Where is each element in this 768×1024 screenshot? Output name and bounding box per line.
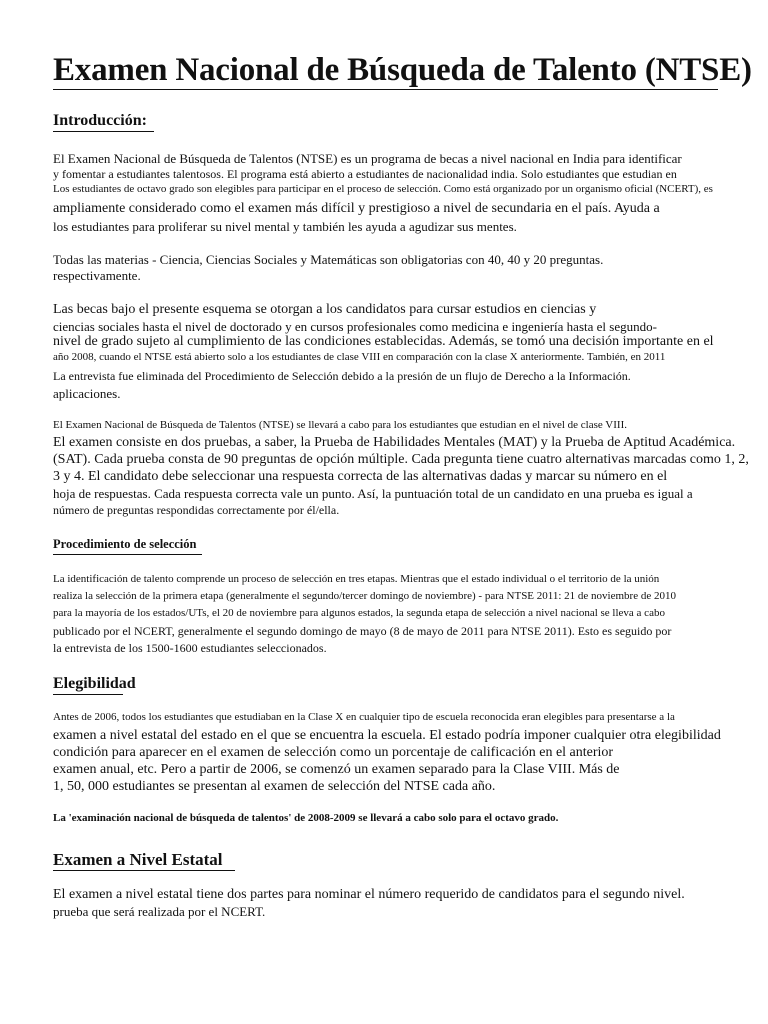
estatal-heading-text: Examen a Nivel Estatal (53, 850, 223, 869)
elegibilidad-heading-underline (53, 694, 123, 695)
examen-line-2: El examen consiste en dos pruebas, a saber, la Prueba de Habilidades Mentales (MAT) y la Prueba de Aptitud Académica. (53, 435, 736, 450)
elegibilidad-line-4: examen anual, etc. Pero a partir de 2006, se comenzó un examen separado para la Clase VIII. Más de (53, 762, 620, 777)
procedimiento-line-3: para la mayoría de los estados/UTs, el 20 de noviembre para algunos estados, la segunda etapa de selección a nivel nacional se lleva a cabo (53, 607, 665, 619)
elegibilidad-line-2: examen a nivel estatal del estado en el que se encuentra la escuela. El estado podría imponer cualquier otra elegibilidad (53, 728, 721, 743)
procedimiento-line-2: realiza la selección de la primera etapa (generalmente el segundo/tercer domingo de noviembre) - para NTSE 2011: 21 de noviembre de 2010 (53, 590, 676, 602)
intro-line-1: El Examen Nacional de Búsqueda de Talentos (NTSE) es un programa de becas a nivel nacional en India para identificar (53, 151, 682, 166)
nota-octavo-grado: La 'examinación nacional de búsqueda de talentos' de 2008-2009 se llevará a cabo solo para el octavo grado. (53, 812, 559, 824)
becas-line-6: aplicaciones. (53, 386, 121, 401)
intro-heading-text: Introducción: (53, 112, 147, 129)
materias-line-1: Todas las materias - Ciencia, Ciencias Sociales y Matemáticas son obligatorias con 40, 40 y 20 preguntas. (53, 252, 604, 267)
examen-line-3: (SAT). Cada prueba consta de 90 preguntas de opción múltiple. Cada pregunta tiene cuatro alternativas marcadas como 1, 2, (53, 452, 749, 467)
intro-line-2: y fomentar a estudiantes talentosos. El programa está abierto a estudiantes de nacionalidad india. Solo estudiantes que estudian en (53, 167, 677, 181)
elegibilidad-heading (53, 675, 136, 693)
estatal-heading-underline (53, 870, 235, 871)
estatal-line-2: prueba que será realizada por el NCERT. (53, 904, 266, 919)
intro-heading (53, 112, 147, 130)
materias-line-2: respectivamente. (53, 268, 141, 283)
procedimiento-line-4: publicado por el NCERT, generalmente el segundo domingo de mayo (8 de mayo de 2011 para NTSE 2011). Esto es seguido por (53, 624, 672, 638)
elegibilidad-heading-text: Elegibilidad (53, 675, 136, 692)
becas-line-4: año 2008, cuando el NTSE está abierto solo a los estudiantes de clase VIII en comparación con la clase X anteriormente. También, en 2011 (53, 351, 666, 363)
procedimiento-heading-underline (53, 554, 202, 555)
intro-heading-underline (53, 131, 154, 132)
examen-line-5: hoja de respuestas. Cada respuesta correcta vale un punto. Así, la puntuación total de un candidato en una prueba es igual a (53, 486, 693, 501)
title-underline (53, 89, 718, 90)
becas-line-1: Las becas bajo el presente esquema se otorgan a los candidatos para cursar estudios en ciencias y (53, 302, 597, 317)
procedimiento-heading-text: Procedimiento de selección (53, 537, 197, 551)
elegibilidad-line-1: Antes de 2006, todos los estudiantes que estudiaban en la Clase X en cualquier tipo de escuela reconocida eran elegibles para presentarse a la (53, 711, 675, 723)
intro-line-4: ampliamente considerado como el examen más difícil y prestigioso a nivel de secundaria en el país. Ayuda a (53, 201, 660, 216)
elegibilidad-line-3: condición para aparecer en el examen de selección como un porcentaje de calificación en el anterior (53, 745, 614, 760)
becas-line-3: nivel de grado sujeto al cumplimiento de las condiciones establecidas. Además, se tomó una decisión importante en el (53, 334, 714, 349)
elegibilidad-line-5: 1, 50, 000 estudiantes se presentan al examen de selección del NTSE cada año. (53, 779, 496, 794)
procedimiento-line-5: la entrevista de los 1500-1600 estudiantes seleccionados. (53, 641, 327, 655)
procedimiento-line-1: La identificación de talento comprende un proceso de selección en tres etapas. Mientras que el estado individual o el territorio de la unión (53, 573, 660, 585)
procedimiento-heading (53, 537, 196, 552)
intro-line-5: los estudiantes para proliferar su nivel mental y también les ayuda a agudizar sus mentes. (53, 219, 517, 234)
document-title: Examen Nacional de Búsqueda de Talento (NTSE) (53, 52, 752, 88)
estatal-line-1: El examen a nivel estatal tiene dos partes para nominar el número requerido de candidatos para el segundo nivel. (53, 887, 685, 902)
becas-line-5: La entrevista fue eliminada del Procedimiento de Selección debido a la presión de un flujo de Derecho a la Información. (53, 369, 631, 383)
estatal-heading (53, 850, 223, 870)
intro-line-3: Los estudiantes de octavo grado son elegibles para participar en el proceso de selección. Como está organizado por un organismo oficial (NCERT), es (53, 183, 713, 195)
examen-line-6: número de preguntas respondidas correctamente por él/ella. (53, 503, 340, 517)
examen-line-4: 3 y 4. El candidato debe seleccionar una respuesta correcta de las alternativas dadas y marcar su número en el (53, 469, 668, 484)
becas-line-2: ciencias sociales hasta el nivel de doctorado y en cursos profesionales como medicina e ingeniería hasta el segundo- (53, 319, 657, 334)
examen-line-1: El Examen Nacional de Búsqueda de Talentos (NTSE) se llevará a cabo para los estudiantes que estudian en el nivel de clase VIII. (53, 419, 627, 431)
